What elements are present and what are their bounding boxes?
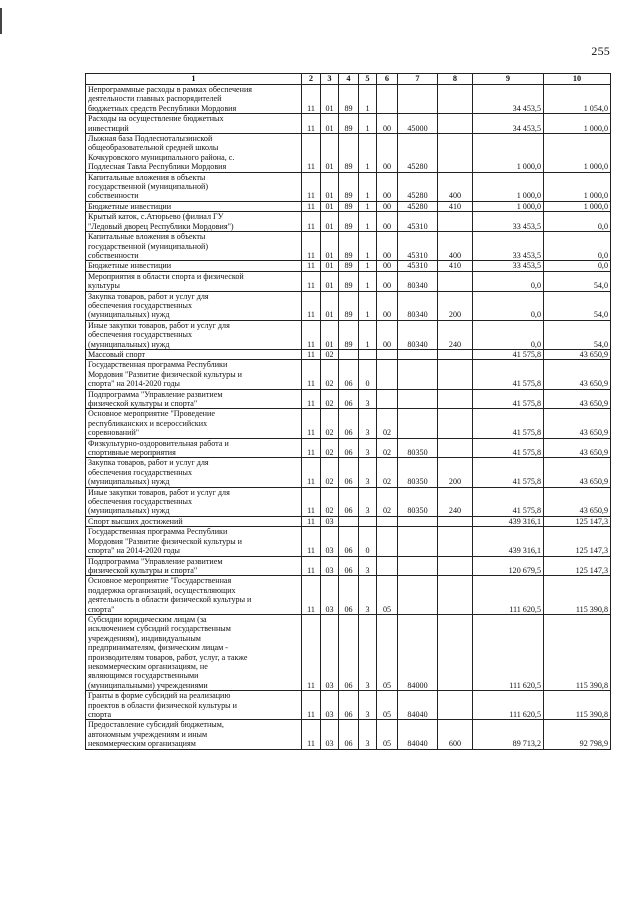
code-cell: 410 — [438, 201, 473, 211]
code-cell: 11 — [302, 389, 321, 409]
code-cell: 02 — [321, 409, 339, 438]
table-row — [86, 232, 611, 261]
code-cell: 11 — [302, 232, 321, 261]
code-cell: 00 — [377, 320, 398, 349]
column-header: 2 — [302, 74, 321, 85]
code-cell: 01 — [321, 271, 339, 291]
code-cell: 01 — [321, 320, 339, 349]
amount-cell: 43 650,9 — [544, 389, 611, 409]
code-cell: 400 — [438, 172, 473, 201]
code-cell: 410 — [438, 261, 473, 271]
amount-cell: 41 575,8 — [473, 438, 544, 458]
code-cell: 11 — [302, 691, 321, 720]
table-row — [86, 261, 611, 271]
code-cell: 00 — [377, 172, 398, 201]
code-cell: 80340 — [398, 291, 438, 320]
code-cell: 03 — [321, 516, 339, 526]
row-item-name: Государственная программа Республики Мордовия "Развитие физической культуры и спорта" на 2014-2020 годы — [86, 527, 302, 556]
code-cell: 45310 — [398, 212, 438, 232]
code-cell: 0 — [359, 360, 377, 389]
row-item-name: Крытый каток, с.Атюрьево (филиал ГУ "Ледовый дворец Республики Мордовия") — [86, 212, 302, 232]
code-cell: 00 — [377, 201, 398, 211]
code-cell: 03 — [321, 691, 339, 720]
code-cell: 11 — [302, 527, 321, 556]
row-item-name: Капитальные вложения в объекты государственной (муниципальной) собственности — [86, 232, 302, 261]
table-row — [86, 487, 611, 516]
code-cell: 03 — [321, 576, 339, 615]
table-row — [86, 556, 611, 576]
code-cell: 00 — [377, 232, 398, 261]
code-cell: 3 — [359, 720, 377, 749]
code-cell — [438, 114, 473, 134]
table-header-row — [86, 74, 611, 85]
table-row — [86, 271, 611, 291]
code-cell — [377, 85, 398, 114]
column-header: 5 — [359, 74, 377, 85]
code-cell: 05 — [377, 691, 398, 720]
code-cell: 06 — [339, 527, 359, 556]
amount-cell: 54,0 — [544, 320, 611, 349]
code-cell: 89 — [339, 212, 359, 232]
table-row — [86, 360, 611, 389]
code-cell — [398, 349, 438, 359]
code-cell: 89 — [339, 232, 359, 261]
table-row — [86, 458, 611, 487]
code-cell: 06 — [339, 438, 359, 458]
amount-cell: 54,0 — [544, 271, 611, 291]
code-cell: 06 — [339, 556, 359, 576]
scan-edge-mark — [0, 8, 2, 34]
code-cell: 11 — [302, 261, 321, 271]
code-cell: 11 — [302, 720, 321, 749]
code-cell: 80340 — [398, 271, 438, 291]
amount-cell: 43 650,9 — [544, 360, 611, 389]
code-cell: 89 — [339, 291, 359, 320]
column-header: 4 — [339, 74, 359, 85]
code-cell: 11 — [302, 409, 321, 438]
code-cell — [377, 349, 398, 359]
code-cell: 05 — [377, 614, 398, 690]
row-item-name: Иные закупки товаров, работ и услуг для обеспечения государственных (муниципальных) нужд — [86, 320, 302, 349]
amount-cell: 439 316,1 — [473, 516, 544, 526]
row-item-name: Основное мероприятие "Государственная поддержка организаций, осуществляющих деятельность в области физической культуры и спорта" — [86, 576, 302, 615]
code-cell: 02 — [377, 487, 398, 516]
code-cell: 11 — [302, 556, 321, 576]
amount-cell: 115 390,8 — [544, 691, 611, 720]
code-cell — [398, 576, 438, 615]
code-cell — [438, 389, 473, 409]
row-item-name: Мероприятия в области спорта и физической культуры — [86, 271, 302, 291]
table-row — [86, 172, 611, 201]
code-cell: 0 — [359, 527, 377, 556]
code-cell — [339, 349, 359, 359]
code-cell — [438, 614, 473, 690]
code-cell: 84000 — [398, 614, 438, 690]
code-cell — [438, 85, 473, 114]
code-cell — [398, 360, 438, 389]
code-cell — [438, 212, 473, 232]
code-cell: 11 — [302, 614, 321, 690]
row-item-name: Субсидии юридическим лицам (за исключением субсидий государственным учреждениям), индивидуальным предпринимателям, физическим лицам - производителям товаров, работ, услуг, а также некоммерческим организациям, не являющимся государственными (муниципальными) учреждениями — [86, 614, 302, 690]
amount-cell: 41 575,8 — [473, 458, 544, 487]
code-cell: 3 — [359, 691, 377, 720]
code-cell: 200 — [438, 291, 473, 320]
code-cell: 11 — [302, 458, 321, 487]
row-item-name: Закупка товаров, работ и услуг для обеспечения государственных (муниципальных) нужд — [86, 458, 302, 487]
code-cell — [359, 516, 377, 526]
code-cell — [398, 527, 438, 556]
table-row — [86, 720, 611, 749]
code-cell: 00 — [377, 134, 398, 173]
page-number: 255 — [591, 44, 610, 58]
code-cell — [438, 691, 473, 720]
code-cell: 00 — [377, 271, 398, 291]
code-cell — [438, 527, 473, 556]
code-cell: 1 — [359, 232, 377, 261]
table-row — [86, 389, 611, 409]
code-cell: 80340 — [398, 320, 438, 349]
row-item-name: Непрограммные расходы в рамках обеспечения деятельности главных распорядителей бюджетных средств Республики Мордовия — [86, 85, 302, 114]
code-cell: 1 — [359, 212, 377, 232]
table-row — [86, 614, 611, 690]
amount-cell: 439 316,1 — [473, 527, 544, 556]
code-cell: 89 — [339, 114, 359, 134]
amount-cell: 43 650,9 — [544, 458, 611, 487]
code-cell: 06 — [339, 720, 359, 749]
code-cell: 11 — [302, 114, 321, 134]
code-cell — [398, 389, 438, 409]
code-cell: 11 — [302, 212, 321, 232]
code-cell — [438, 271, 473, 291]
amount-cell: 41 575,8 — [473, 487, 544, 516]
code-cell: 11 — [302, 516, 321, 526]
code-cell: 11 — [302, 172, 321, 201]
code-cell — [438, 360, 473, 389]
row-item-name: Массовый спорт — [86, 349, 302, 359]
amount-cell: 1 000,0 — [544, 201, 611, 211]
code-cell: 1 — [359, 261, 377, 271]
code-cell: 3 — [359, 556, 377, 576]
amount-cell: 43 650,9 — [544, 487, 611, 516]
code-cell: 11 — [302, 360, 321, 389]
code-cell: 11 — [302, 349, 321, 359]
amount-cell: 89 713,2 — [473, 720, 544, 749]
amount-cell: 1 000,0 — [473, 201, 544, 211]
code-cell: 01 — [321, 172, 339, 201]
code-cell: 11 — [302, 134, 321, 173]
code-cell: 1 — [359, 114, 377, 134]
amount-cell: 125 147,3 — [544, 556, 611, 576]
amount-cell: 1 000,0 — [473, 134, 544, 173]
column-header: 9 — [473, 74, 544, 85]
row-item-name: Бюджетные инвестиции — [86, 201, 302, 211]
code-cell: 01 — [321, 85, 339, 114]
column-header: 10 — [544, 74, 611, 85]
code-cell: 200 — [438, 458, 473, 487]
column-header: 1 — [86, 74, 302, 85]
amount-cell: 1 000,0 — [544, 114, 611, 134]
amount-cell: 34 453,5 — [473, 114, 544, 134]
code-cell: 06 — [339, 409, 359, 438]
amount-cell: 120 679,5 — [473, 556, 544, 576]
code-cell: 01 — [321, 232, 339, 261]
code-cell: 1 — [359, 320, 377, 349]
code-cell: 01 — [321, 134, 339, 173]
code-cell: 00 — [377, 212, 398, 232]
code-cell — [398, 409, 438, 438]
amount-cell: 54,0 — [544, 291, 611, 320]
amount-cell: 33 453,5 — [473, 212, 544, 232]
code-cell: 45310 — [398, 232, 438, 261]
code-cell: 11 — [302, 438, 321, 458]
amount-cell: 41 575,8 — [473, 409, 544, 438]
code-cell: 02 — [321, 487, 339, 516]
amount-cell: 1 000,0 — [544, 172, 611, 201]
code-cell: 01 — [321, 212, 339, 232]
code-cell: 03 — [321, 614, 339, 690]
table-row — [86, 85, 611, 114]
row-item-name: Спорт высших достижений — [86, 516, 302, 526]
code-cell: 02 — [321, 438, 339, 458]
table-row — [86, 527, 611, 556]
code-cell: 06 — [339, 576, 359, 615]
amount-cell: 125 147,3 — [544, 527, 611, 556]
code-cell — [377, 389, 398, 409]
code-cell: 00 — [377, 261, 398, 271]
amount-cell: 41 575,8 — [473, 349, 544, 359]
amount-cell: 1 000,0 — [544, 134, 611, 173]
code-cell: 1 — [359, 291, 377, 320]
amount-cell: 115 390,8 — [544, 614, 611, 690]
code-cell — [398, 85, 438, 114]
row-item-name: Предоставление субсидий бюджетным, автономным учреждениям и иным некоммерческим организациям — [86, 720, 302, 749]
code-cell: 600 — [438, 720, 473, 749]
code-cell — [398, 556, 438, 576]
column-header: 7 — [398, 74, 438, 85]
code-cell: 06 — [339, 614, 359, 690]
code-cell: 89 — [339, 172, 359, 201]
table-row — [86, 320, 611, 349]
amount-cell: 33 453,5 — [473, 232, 544, 261]
code-cell: 1 — [359, 134, 377, 173]
code-cell: 1 — [359, 271, 377, 291]
row-item-name: Закупка товаров, работ и услуг для обеспечения государственных (муниципальных) нужд — [86, 291, 302, 320]
code-cell: 05 — [377, 720, 398, 749]
amount-cell: 111 620,5 — [473, 691, 544, 720]
code-cell: 11 — [302, 576, 321, 615]
code-cell: 89 — [339, 271, 359, 291]
code-cell — [438, 438, 473, 458]
code-cell: 11 — [302, 487, 321, 516]
amount-cell: 0,0 — [544, 261, 611, 271]
code-cell: 80350 — [398, 438, 438, 458]
code-cell: 240 — [438, 487, 473, 516]
row-item-name: Гранты в форме субсидий на реализацию проектов в области физической культуры и спорта — [86, 691, 302, 720]
code-cell: 89 — [339, 201, 359, 211]
table-row — [86, 212, 611, 232]
table-row — [86, 438, 611, 458]
code-cell: 3 — [359, 487, 377, 516]
table-row — [86, 409, 611, 438]
amount-cell: 1 000,0 — [473, 172, 544, 201]
amount-cell: 34 453,5 — [473, 85, 544, 114]
code-cell: 02 — [321, 458, 339, 487]
code-cell — [438, 556, 473, 576]
code-cell — [377, 556, 398, 576]
row-item-name: Расходы на осуществление бюджетных инвестиций — [86, 114, 302, 134]
code-cell: 01 — [321, 261, 339, 271]
amount-cell: 43 650,9 — [544, 438, 611, 458]
table-row — [86, 134, 611, 173]
code-cell: 45280 — [398, 201, 438, 211]
code-cell: 84040 — [398, 720, 438, 749]
code-cell: 45280 — [398, 134, 438, 173]
table-row — [86, 691, 611, 720]
code-cell: 11 — [302, 85, 321, 114]
code-cell — [438, 349, 473, 359]
code-cell: 89 — [339, 261, 359, 271]
table-row — [86, 291, 611, 320]
code-cell: 01 — [321, 291, 339, 320]
code-cell: 05 — [377, 576, 398, 615]
amount-cell: 43 650,9 — [544, 409, 611, 438]
amount-cell: 1 054,0 — [544, 85, 611, 114]
code-cell — [438, 516, 473, 526]
code-cell — [398, 516, 438, 526]
code-cell: 3 — [359, 409, 377, 438]
code-cell: 02 — [321, 349, 339, 359]
column-header: 3 — [321, 74, 339, 85]
code-cell: 3 — [359, 576, 377, 615]
amount-cell: 0,0 — [544, 232, 611, 261]
amount-cell: 0,0 — [473, 271, 544, 291]
code-cell: 02 — [377, 458, 398, 487]
code-cell: 45280 — [398, 172, 438, 201]
amount-cell: 41 575,8 — [473, 389, 544, 409]
row-item-name: Физкультурно-оздоровительная работа и спортивные мероприятия — [86, 438, 302, 458]
code-cell: 11 — [302, 291, 321, 320]
code-cell: 06 — [339, 360, 359, 389]
code-cell: 3 — [359, 389, 377, 409]
code-cell: 01 — [321, 201, 339, 211]
row-item-name: Государственная программа Республики Мордовия "Развитие физической культуры и спорта" на 2014-2020 годы — [86, 360, 302, 389]
code-cell: 00 — [377, 291, 398, 320]
code-cell: 11 — [302, 271, 321, 291]
code-cell: 06 — [339, 487, 359, 516]
code-cell: 80350 — [398, 487, 438, 516]
table-body — [86, 85, 611, 750]
code-cell: 89 — [339, 320, 359, 349]
code-cell — [438, 576, 473, 615]
code-cell: 45000 — [398, 114, 438, 134]
code-cell: 1 — [359, 85, 377, 114]
code-cell — [377, 516, 398, 526]
row-item-name: Иные закупки товаров, работ и услуг для обеспечения государственных (муниципальных) нужд — [86, 487, 302, 516]
code-cell: 00 — [377, 114, 398, 134]
code-cell: 3 — [359, 614, 377, 690]
code-cell: 45310 — [398, 261, 438, 271]
row-item-name: Лыжная база Подлесноталызинской общеобразовательной средней школы Кочкуровского муниципального района, с. Подлесная Тавла Республики Мордовия — [86, 134, 302, 173]
amount-cell: 0,0 — [544, 212, 611, 232]
amount-cell: 41 575,8 — [473, 360, 544, 389]
amount-cell: 125 147,3 — [544, 516, 611, 526]
code-cell: 02 — [377, 409, 398, 438]
code-cell — [438, 409, 473, 438]
row-item-name: Бюджетные инвестиции — [86, 261, 302, 271]
amount-cell: 0,0 — [473, 291, 544, 320]
table-row — [86, 576, 611, 615]
code-cell: 1 — [359, 172, 377, 201]
code-cell: 11 — [302, 320, 321, 349]
code-cell: 1 — [359, 201, 377, 211]
row-item-name: Подпрограмма "Управление развитием физической культуры и спорта" — [86, 389, 302, 409]
code-cell: 02 — [321, 360, 339, 389]
table-row — [86, 201, 611, 211]
code-cell: 06 — [339, 389, 359, 409]
code-cell: 240 — [438, 320, 473, 349]
code-cell: 02 — [377, 438, 398, 458]
code-cell — [339, 516, 359, 526]
code-cell: 11 — [302, 201, 321, 211]
code-cell: 89 — [339, 134, 359, 173]
row-item-name: Подпрограмма "Управление развитием физической культуры и спорта" — [86, 556, 302, 576]
code-cell: 400 — [438, 232, 473, 261]
amount-cell: 111 620,5 — [473, 576, 544, 615]
code-cell — [377, 360, 398, 389]
code-cell: 03 — [321, 720, 339, 749]
code-cell: 03 — [321, 527, 339, 556]
column-header: 8 — [438, 74, 473, 85]
table-row — [86, 516, 611, 526]
amount-cell: 111 620,5 — [473, 614, 544, 690]
code-cell: 02 — [321, 389, 339, 409]
table-row — [86, 349, 611, 359]
amount-cell: 33 453,5 — [473, 261, 544, 271]
amount-cell: 92 798,9 — [544, 720, 611, 749]
column-header: 6 — [377, 74, 398, 85]
code-cell — [359, 349, 377, 359]
table-row — [86, 114, 611, 134]
code-cell: 80350 — [398, 458, 438, 487]
code-cell: 06 — [339, 691, 359, 720]
code-cell: 84040 — [398, 691, 438, 720]
code-cell: 89 — [339, 85, 359, 114]
code-cell: 06 — [339, 458, 359, 487]
code-cell: 01 — [321, 114, 339, 134]
row-item-name: Основное мероприятие "Проведение республиканских и всероссийских соревнований" — [86, 409, 302, 438]
amount-cell: 0,0 — [473, 320, 544, 349]
amount-cell: 43 650,9 — [544, 349, 611, 359]
code-cell: 03 — [321, 556, 339, 576]
row-item-name: Капитальные вложения в объекты государственной (муниципальной) собственности — [86, 172, 302, 201]
code-cell: 3 — [359, 438, 377, 458]
budget-table — [85, 73, 611, 750]
code-cell: 3 — [359, 458, 377, 487]
code-cell — [438, 134, 473, 173]
amount-cell: 115 390,8 — [544, 576, 611, 615]
code-cell — [377, 527, 398, 556]
